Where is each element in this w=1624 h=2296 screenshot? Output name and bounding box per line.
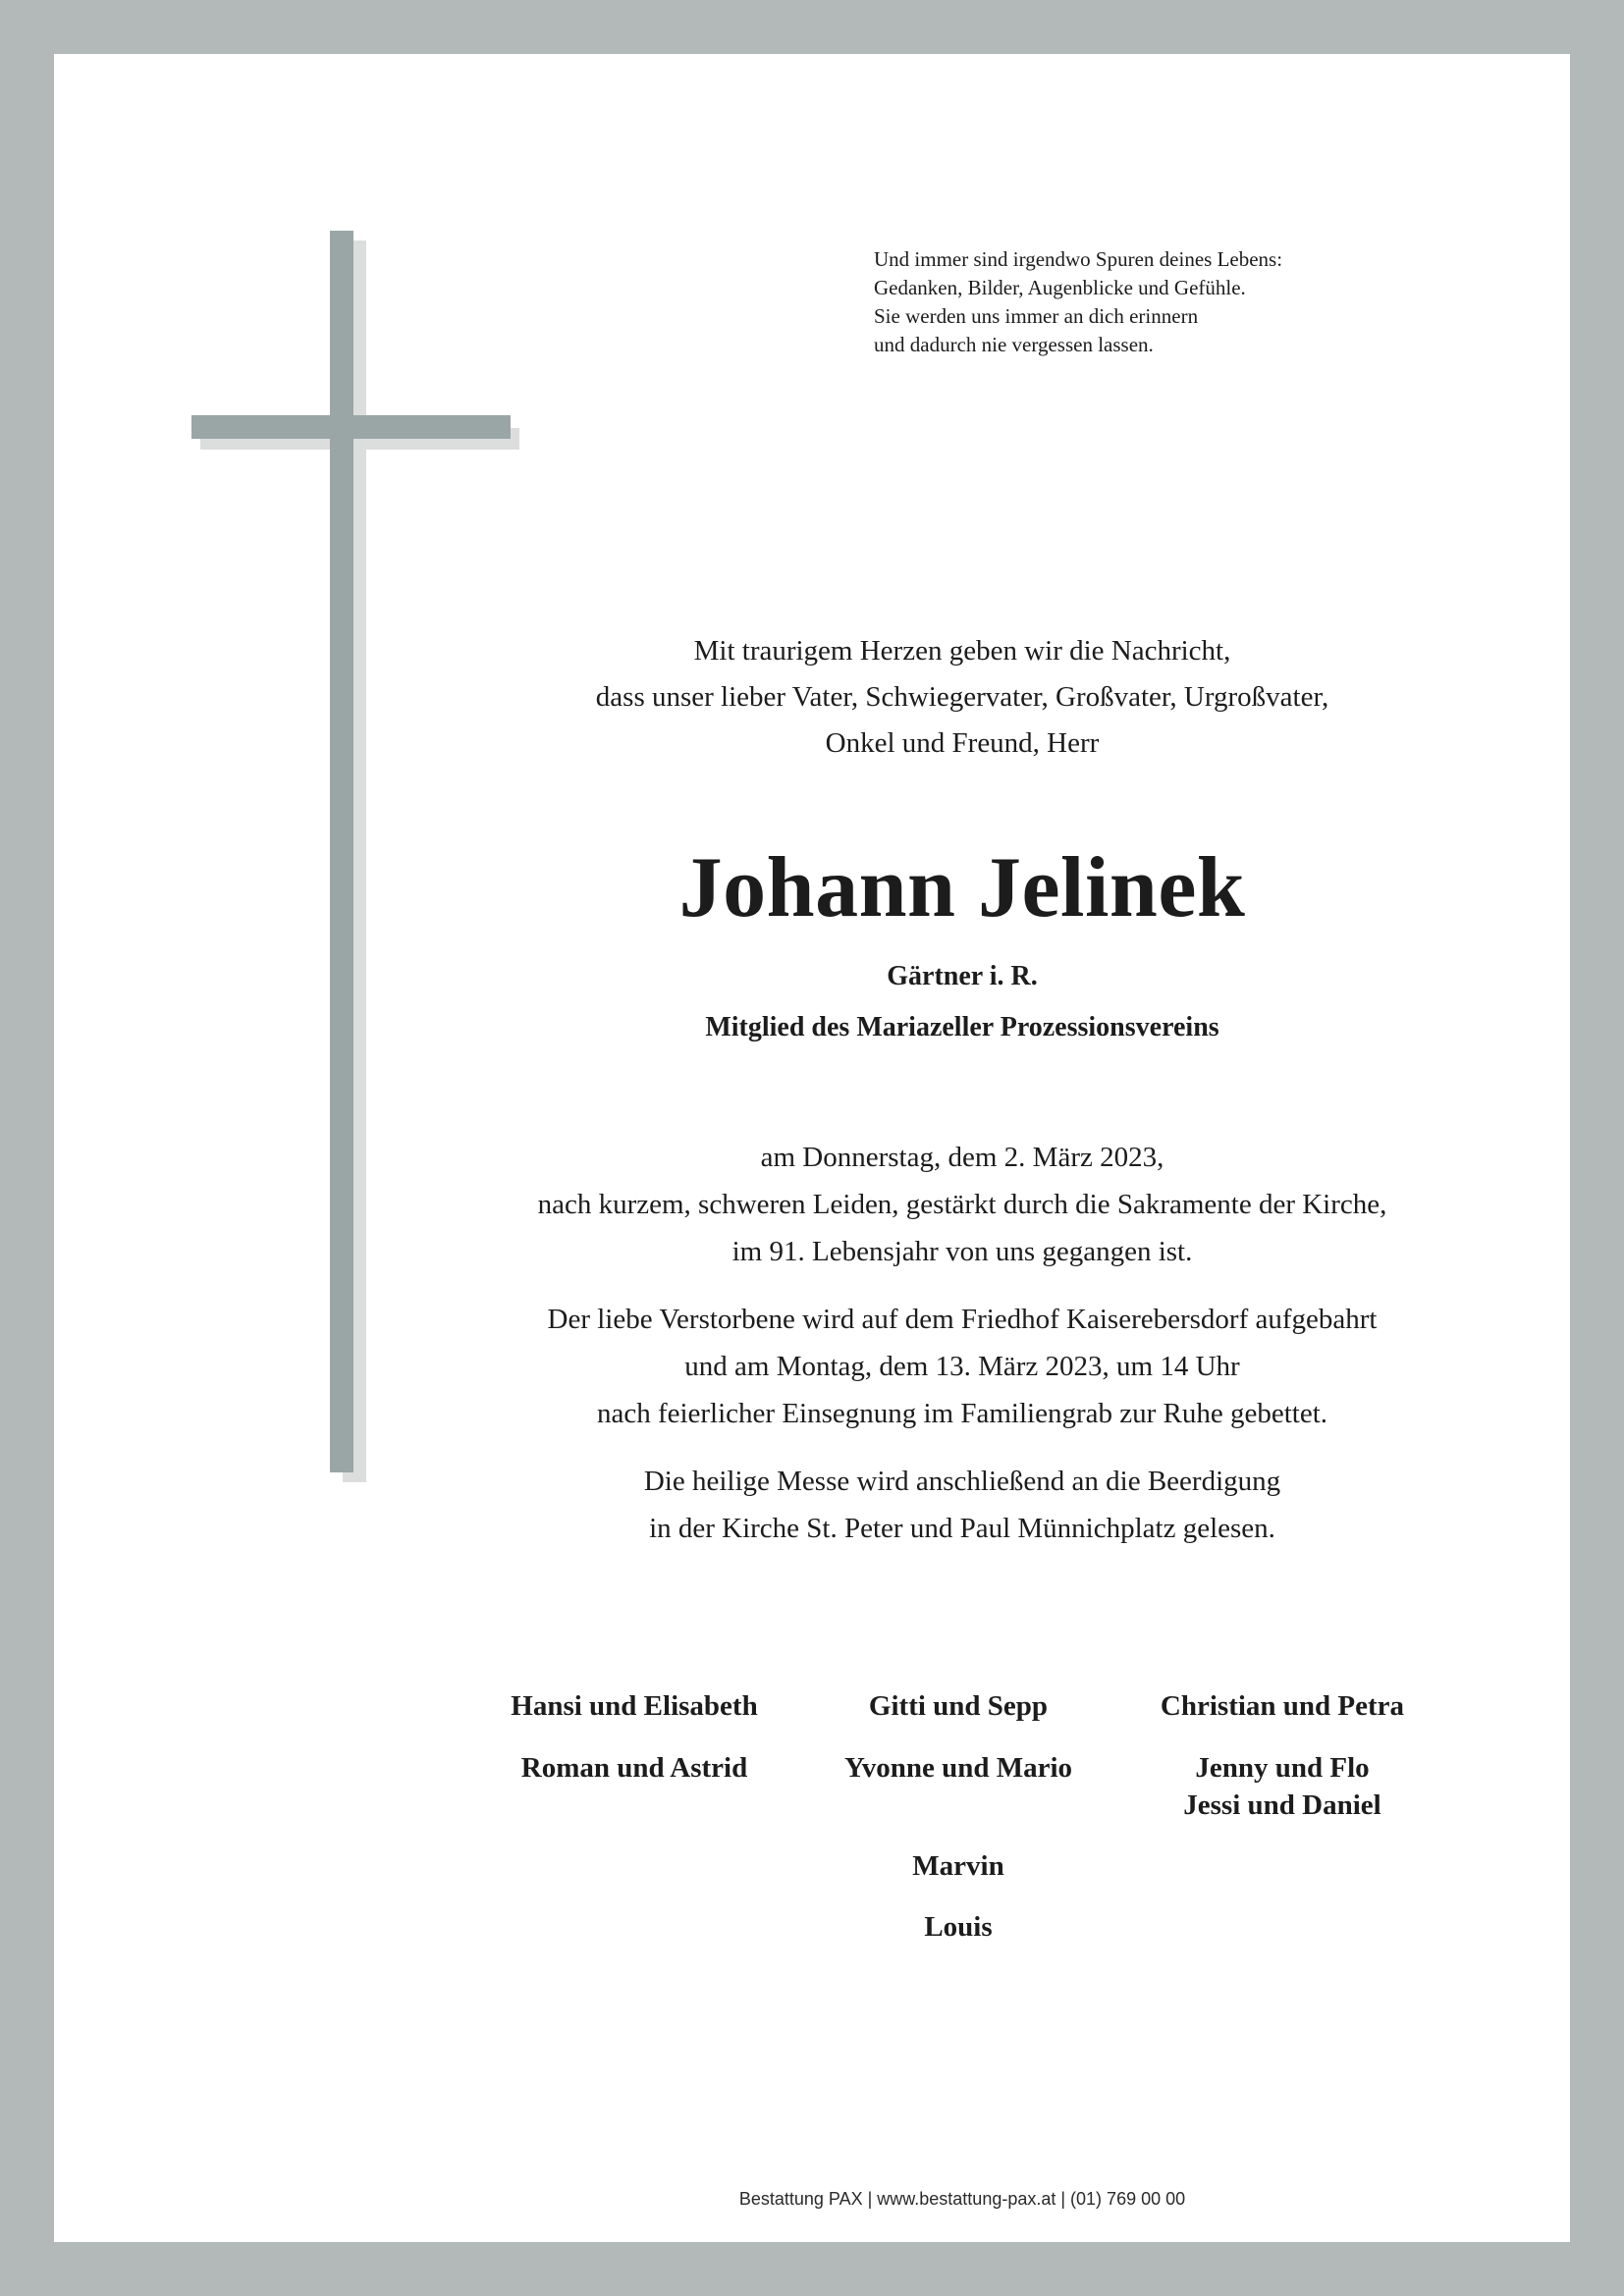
death-notice-line: am Donnerstag, dem 2. März 2023,	[760, 1142, 1164, 1173]
mass-line: Die heilige Messe wird anschließend an die Beerdigung	[643, 1466, 1281, 1497]
poem-line: Sie werden uns immer an dich erinnern	[874, 304, 1199, 328]
burial-notice	[373, 1296, 1551, 1437]
burial-line: Der liebe Verstorbene wird auf dem Friedhof Kaiserebersdorf aufgebahrt	[547, 1304, 1378, 1335]
mass-notice	[373, 1458, 1551, 1552]
mass-line: in der Kirche St. Peter und Paul Münnichplatz gelesen.	[649, 1513, 1275, 1544]
announcement-intro	[373, 628, 1551, 767]
mourner-name: Christian und Petra	[1160, 1690, 1405, 1722]
poem-line: und dadurch nie vergessen lassen.	[874, 333, 1154, 356]
deceased-membership: Mitglied des Mariazeller Prozessionsvereins	[705, 1012, 1219, 1042]
mourner-name: Hansi und Elisabeth	[511, 1690, 758, 1722]
death-notice	[373, 1134, 1551, 1275]
mourner-name: Jessi und Daniel	[1183, 1789, 1381, 1821]
death-notice-line: im 91. Lebensjahr von uns gegangen ist.	[731, 1236, 1193, 1267]
intro-line: dass unser lieber Vater, Schwiegervater, Großvater, Urgroßvater,	[595, 681, 1329, 713]
intro-line: Mit traurigem Herzen geben wir die Nachricht,	[693, 635, 1231, 667]
mourner-name: Gitti und Sepp	[868, 1690, 1049, 1722]
mourner-name: Louis	[924, 1911, 993, 1943]
mourner-name: Roman und Astrid	[520, 1752, 748, 1784]
mourner-name: Marvin	[912, 1850, 1004, 1882]
burial-line: nach feierlicher Einsegnung im Familiengrab zur Ruhe gebettet.	[596, 1398, 1328, 1429]
deceased-title: Gärtner i. R.	[887, 961, 1038, 991]
funeral-home-footer: Bestattung PAX | www.bestattung-pax.at | (01) 769 00 00	[738, 2189, 1186, 2209]
mourner-name: Jenny und Flo	[1195, 1752, 1370, 1784]
poem-line: Gedanken, Bilder, Augenblicke und Gefühle.	[874, 276, 1246, 299]
burial-line: und am Montag, dem 13. März 2023, um 14 Uhr	[684, 1351, 1240, 1382]
deceased-name: Johann Jelinek	[678, 840, 1246, 935]
death-notice-line: nach kurzem, schweren Leiden, gestärkt durch die Sakramente der Kirche,	[537, 1189, 1387, 1220]
poem-line: Und immer sind irgendwo Spuren deines Lebens:	[874, 247, 1283, 271]
mourner-name: Yvonne und Mario	[843, 1752, 1073, 1784]
memorial-poem	[874, 245, 1424, 359]
intro-line: Onkel und Freund, Herr	[825, 727, 1100, 759]
